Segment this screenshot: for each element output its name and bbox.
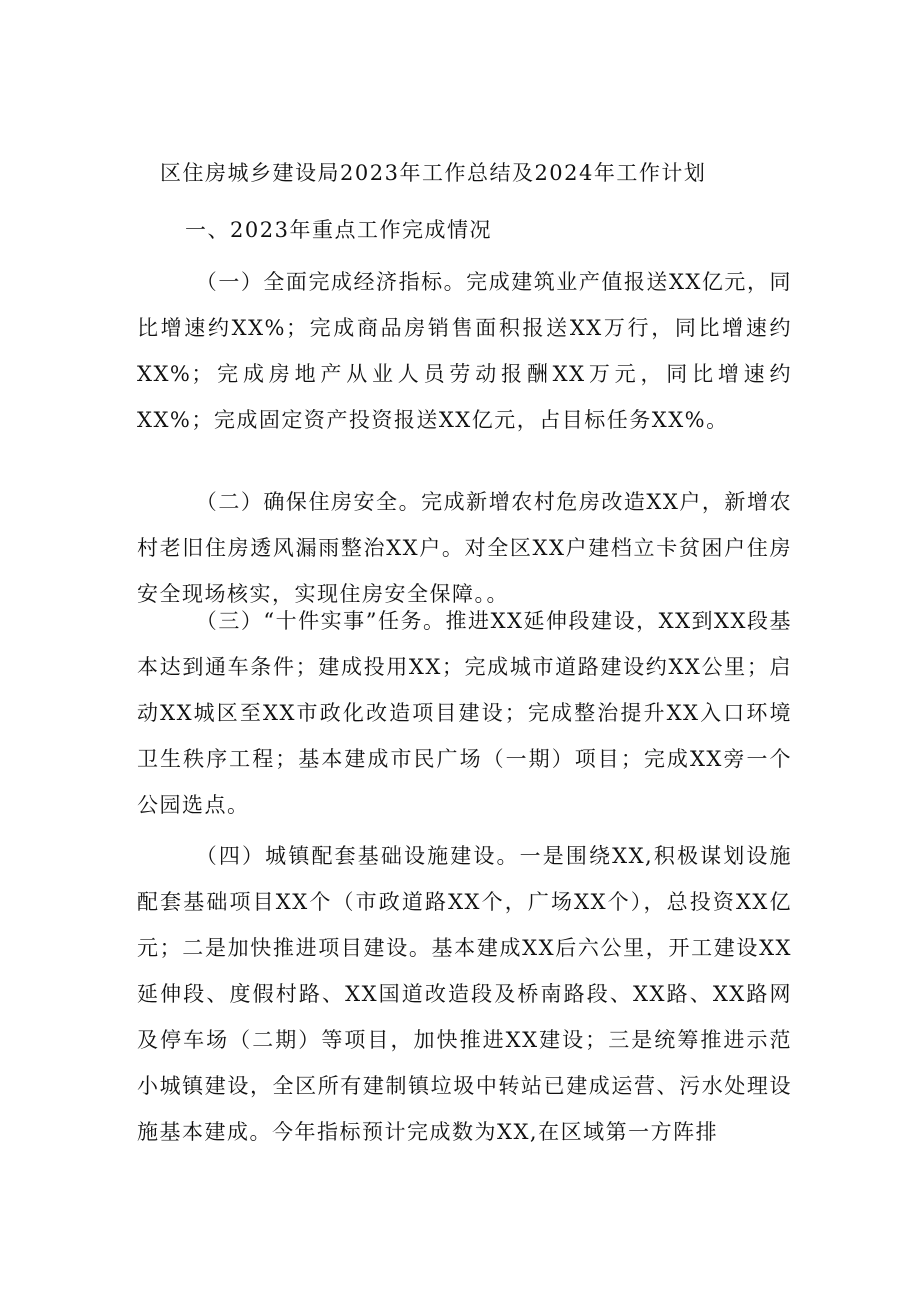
document-title: 区住房城乡建设局2023年工作总结及2024年工作计划 xyxy=(160,161,707,185)
section-heading: 一、2023年重点工作完成情况 xyxy=(185,218,492,242)
paragraph-housing-safety: （二）确保住房安全。完成新增农村危房改造XX户，新增农村老旧住房透风漏雨整治XX户。对全区XX户建档立卡贫困户住房安全现场核实，实现住房安全保障。。 xyxy=(137,490,792,606)
paragraph-economic-indicators: （一）全面完成经济指标。完成建筑业产值报送XX亿元，同比增速约XX%；完成商品房销售面积报送XX万行，同比增速约XX%；完成房地产从业人员劳动报酬XX万元，同比增速约XX%；完成固定资产投资报送XX亿元，占目标任务XX%。 xyxy=(137,270,792,432)
paragraph-ten-practical-matters: （三）“十件实事”任务。推进XX延伸段建设，XX到XX段基本达到通车条件；建成投用XX；完成城市道路建设约XX公里；启动XX城区至XX市政化改造项目建设；完成整治提升XX入口环境卫生秩序工程；基本建成市民广场（一期）项目；完成XX旁一个公园选点。 xyxy=(137,609,792,817)
paragraph-infrastructure: （四）城镇配套基础设施建设。一是围绕XX,积极谋划设施配套基础项目XX个（市政道路XX个，广场XX个），总投资XX亿元；二是加快推进项目建设。基本建成XX后六公里，开工建设XX延伸段、度假村路、XX国道改造段及桥南路段、XX路、XX路网及停车场（二期）等项目，加快推进XX建设；三是统筹推进示范小城镇建设，全区所有建制镇垃圾中转站已建成运营、污水处理设施基本建成。今年指标预计完成数为XX,在区域第一方阵排 xyxy=(137,844,792,1144)
